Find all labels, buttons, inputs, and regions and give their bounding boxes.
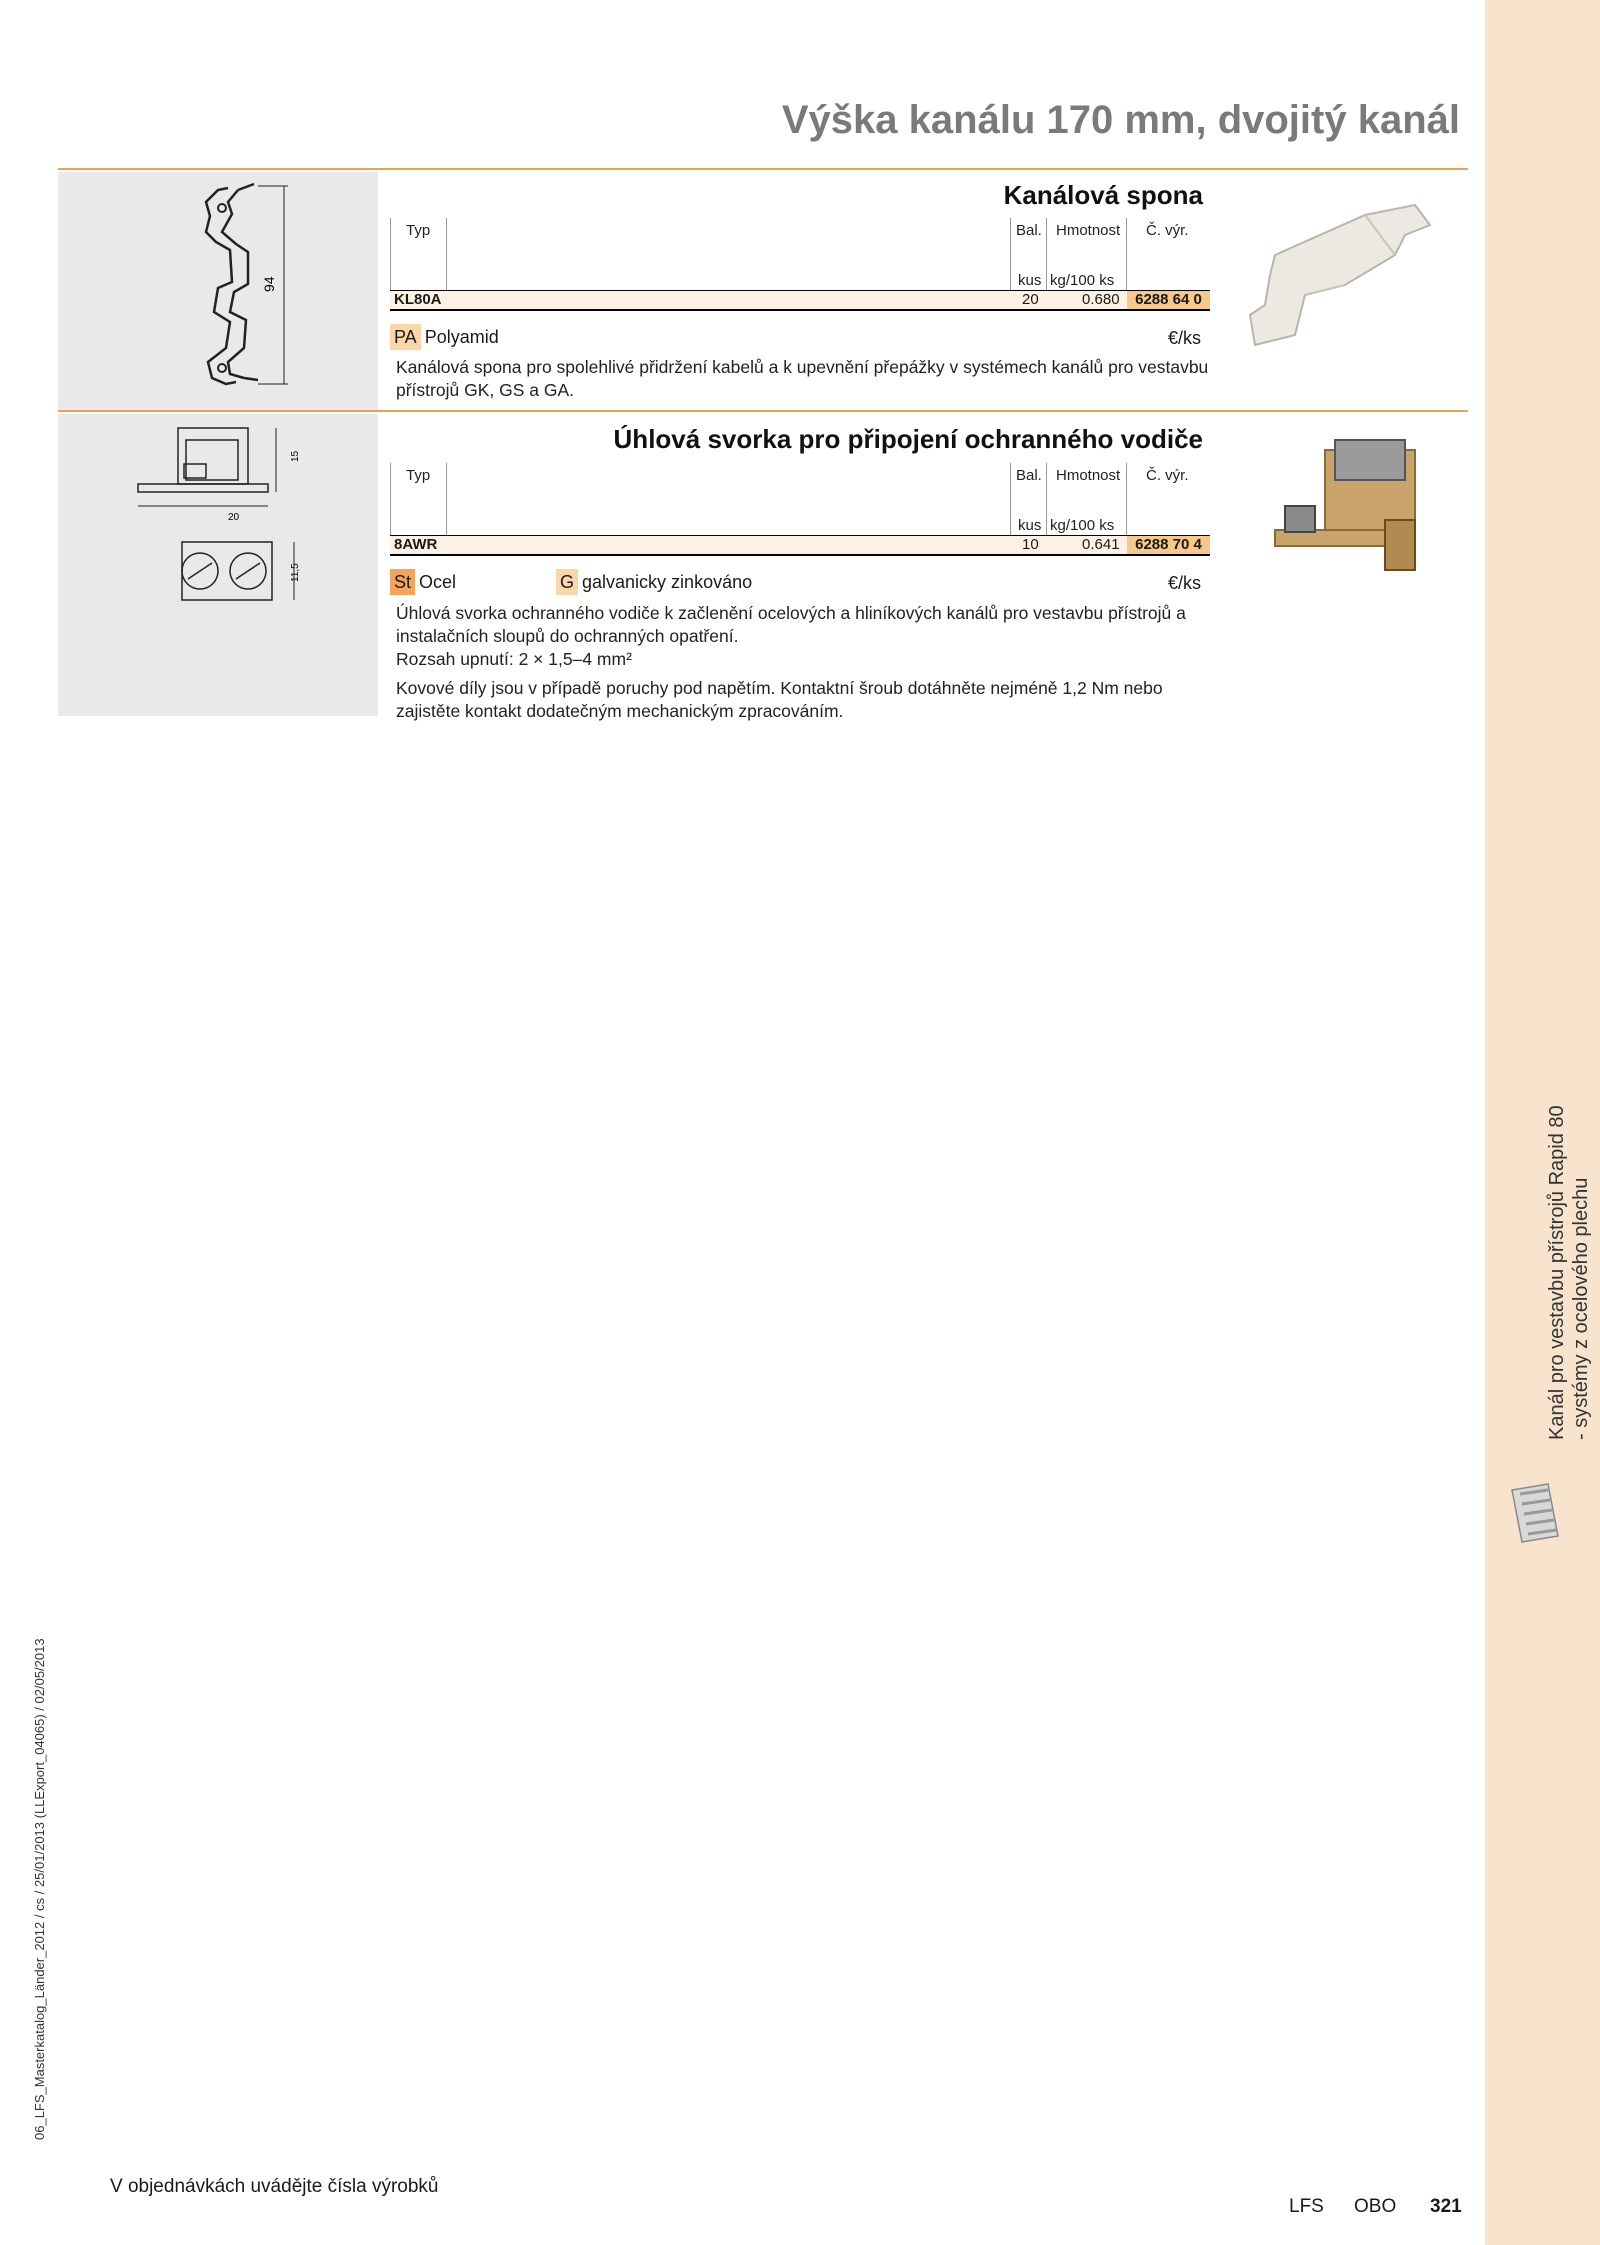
- material-tag: St: [390, 569, 415, 595]
- finish-name: galvanicky zinkováno: [582, 572, 753, 592]
- dimension-label-s: 11,5: [290, 563, 301, 582]
- product-table-8awr: [390, 463, 1210, 559]
- finish-row-8awr: [556, 569, 752, 595]
- unit-hmotnost: kg/100 ks: [1050, 272, 1115, 289]
- technical-drawing-8awr: [58, 414, 378, 716]
- material-name: Ocel: [419, 572, 457, 592]
- clip-drawing: [58, 172, 378, 410]
- cell-weight: 0.641: [1082, 536, 1120, 553]
- description-8awr: [396, 602, 1216, 729]
- header-typ: Typ: [406, 222, 431, 239]
- product-title-8awr: Úhlová svorka pro připojení ochranného vodiče: [613, 424, 1203, 454]
- side-label-line1: Kanál pro vestavbu přístrojů Rapid 80: [1546, 1105, 1568, 1440]
- table-border: [446, 218, 447, 290]
- material-row-8awr: [390, 569, 456, 595]
- cell-type: 8AWR: [394, 536, 438, 553]
- footer-brand-obo: OBO: [1354, 2196, 1397, 2217]
- price-unit: €/ks: [1168, 573, 1202, 593]
- channel-icon: [1508, 1480, 1562, 1546]
- cell-code: 6288 64 0: [1127, 291, 1210, 309]
- price-unit: €/ks: [1168, 328, 1202, 348]
- cell-bal: 20: [1022, 291, 1039, 308]
- material-tag: PA: [390, 324, 421, 350]
- product-table-kl80a: [390, 218, 1210, 314]
- header-typ: Typ: [406, 467, 431, 484]
- finish-tag: G: [556, 569, 578, 595]
- table-border: [1046, 463, 1047, 535]
- dimension-label-w: 20: [228, 512, 240, 523]
- header-bal: Bal.: [1016, 222, 1042, 239]
- table-border: [390, 463, 391, 535]
- terminal-drawing: [58, 414, 378, 716]
- side-category-label: [1545, 1105, 1593, 1440]
- material-name: Polyamid: [424, 327, 499, 347]
- dimension-label: 94: [261, 276, 277, 292]
- table-border: [1010, 463, 1011, 535]
- header-hmotnost: Hmotnost: [1056, 467, 1121, 484]
- header-hmotnost: Hmotnost: [1056, 222, 1121, 239]
- unit-hmotnost: kg/100 ks: [1050, 517, 1115, 534]
- cell-bal: 10: [1022, 536, 1039, 553]
- footer-note: V objednávkách uvádějte čísla výrobků: [110, 2176, 439, 2197]
- side-label-line2: - systémy z ocelového plechu: [1570, 1177, 1592, 1440]
- description-text: Kanálová spona pro spolehlivé přidržení kabelů a k upevnění přepážky v systémech kanálů pro vestavbu přístrojů GK, GS a GA.: [396, 357, 1209, 400]
- table-border: [1046, 218, 1047, 290]
- cell-type: KL80A: [394, 291, 442, 308]
- description-text: Rozsah upnutí: 2 × 1,5–4 mm²: [396, 649, 632, 669]
- header-cvyr: Č. výr.: [1146, 222, 1189, 239]
- page-title: Výška kanálu 170 mm, dvojitý kanál: [781, 98, 1460, 142]
- page-number: 321: [1430, 2196, 1462, 2217]
- table-row: [390, 291, 1210, 311]
- table-border: [1126, 218, 1127, 290]
- material-row-kl80a: [390, 324, 499, 350]
- header-bal: Bal.: [1016, 467, 1042, 484]
- table-row: [390, 536, 1210, 556]
- description-text: Úhlová svorka ochranného vodiče k začlenění ocelových a hliníkových kanálů pro vestavbu přístrojů a instalačních sloupů do ochranných opatření.: [396, 603, 1186, 646]
- table-border: [1010, 218, 1011, 290]
- print-metadata: 06_LFS_Masterkatalog_Länder_2012 / cs / 25/01/2013 (LLExport_04065) / 02/05/2013: [32, 1638, 47, 2140]
- cell-weight: 0.680: [1082, 291, 1120, 308]
- unit-bal: kus: [1018, 517, 1042, 534]
- table-border: [1126, 463, 1127, 535]
- technical-drawing-kl80a: [58, 172, 378, 410]
- footer-brand-lfs: LFS: [1289, 2196, 1324, 2217]
- table-border: [446, 463, 447, 535]
- header-cvyr: Č. výr.: [1146, 467, 1189, 484]
- description-kl80a: [396, 356, 1216, 408]
- section-divider: [58, 168, 1468, 170]
- table-border: [390, 218, 391, 290]
- product-photo-kl80a: [1245, 195, 1445, 355]
- section-divider: [58, 410, 1468, 412]
- product-photo-8awr: [1255, 430, 1435, 580]
- product-title-kl80a: Kanálová spona: [1003, 180, 1203, 210]
- cell-code: 6288 70 4: [1127, 536, 1210, 554]
- unit-bal: kus: [1018, 272, 1042, 289]
- description-text: Kovové díly jsou v případě poruchy pod napětím. Kontaktní šroub dotáhněte nejméně 1,2 Nm nebo zajistěte kontakt dodatečným mechanickým zpracováním.: [396, 678, 1163, 721]
- dimension-label-h: 15: [290, 450, 301, 462]
